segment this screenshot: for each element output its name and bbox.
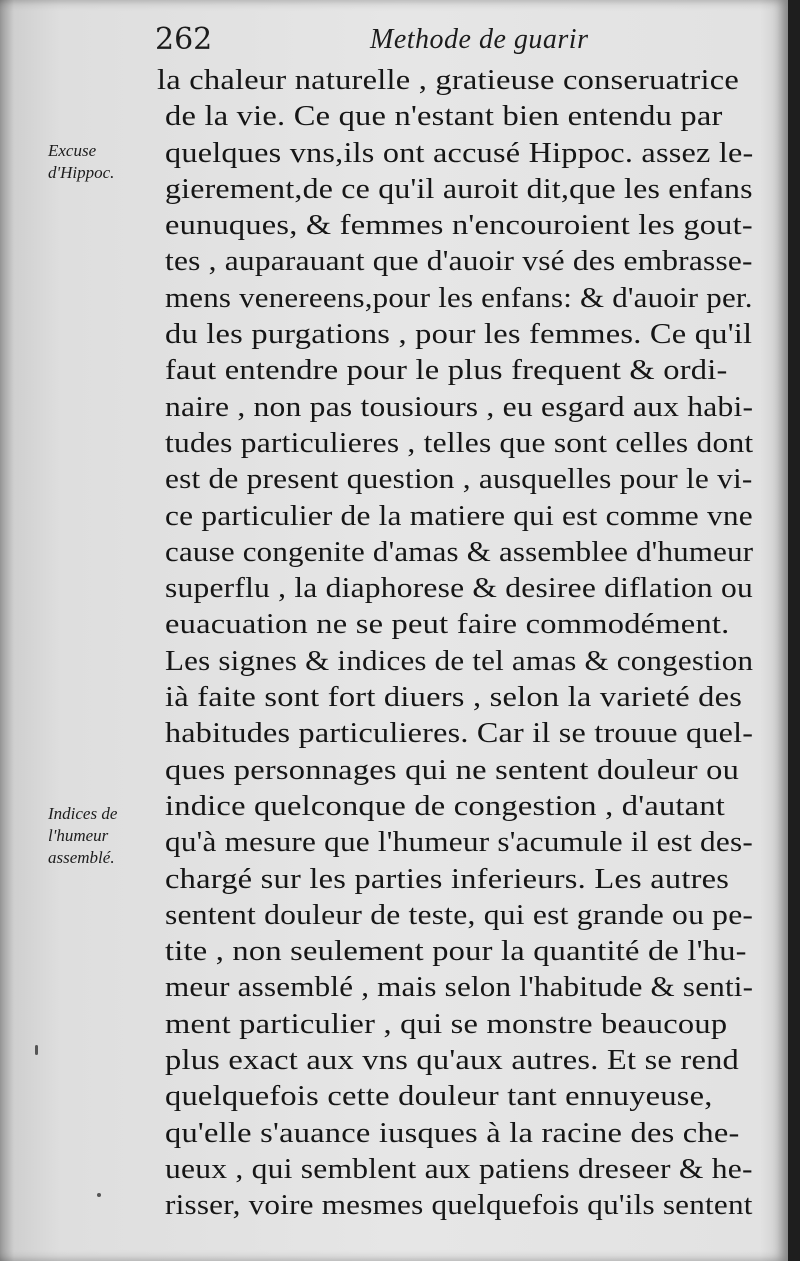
text-line: meur assemblé , mais selon l'habitude & senti-: [165, 971, 754, 1004]
text-line: gierement,de ce qu'il auroit dit,que les enfans: [165, 172, 753, 205]
text-line: ques personnages qui ne sentent douleur ou: [165, 753, 740, 786]
text-line: habitudes particulieres. Car il se trouue quel-: [165, 717, 754, 750]
margin-note-indices: Indices de l'humeur assemblé.: [48, 804, 118, 867]
text-line: risser, voire mesmes quelquefois qu'ils sentent: [165, 1189, 753, 1222]
text-line: chargé sur les parties inferieurs. Les autres: [165, 862, 730, 895]
text-line: plus exact aux vns qu'aux autres. Et se rend: [165, 1044, 740, 1077]
running-title: Methode de guarir: [370, 24, 589, 55]
text-line: cause congenite d'amas & assemblee d'humeur: [165, 535, 754, 568]
text-line: Les signes & indices de tel amas & congestion: [165, 644, 754, 677]
text-line: qu'elle s'auance iusques à la racine des che-: [165, 1116, 740, 1149]
text-line: indice quelconque de congestion , d'autant: [165, 789, 726, 822]
text-line: euacuation ne se peut faire commodément.: [165, 608, 730, 641]
page-number: 262: [155, 22, 213, 57]
text-line: ce particulier de la matiere qui est comme vne: [165, 499, 753, 532]
text-line: ment particulier , qui se monstre beaucoup: [165, 1007, 728, 1040]
text-line: sentent douleur de teste, qui est grande ou pe-: [165, 898, 754, 931]
text-line: quelques vns,ils ont accusé Hippoc. assez le-: [165, 136, 754, 169]
text-line: est de present question , ausquelles pour le vi-: [165, 463, 753, 496]
ink-speck: [35, 1045, 38, 1055]
text-line: mens venereens,pour les enfans: & d'auoir per.: [165, 281, 753, 314]
margin-note-excuse: Excuse d'Hippoc.: [48, 141, 115, 182]
page-header: [155, 22, 755, 62]
text-line: du les purgations , pour les femmes. Ce qu'il: [165, 318, 753, 351]
text-line: ià faite sont fort diuers , selon la varieté des: [165, 681, 743, 714]
text-line: qu'à mesure que l'humeur s'acumule il est des-: [165, 826, 753, 859]
text-line: superflu , la diaphorese & desiree diflation ou: [165, 572, 753, 605]
text-line: faut entendre pour le plus frequent & ordi-: [165, 354, 728, 387]
book-binding-edge: [788, 0, 800, 1261]
text-line: quelquefois cette douleur tant ennuyeuse,: [165, 1080, 713, 1113]
ink-speck: [97, 1193, 101, 1197]
text-line: ueux , qui semblent aux patiens dreseer & he-: [165, 1152, 753, 1185]
text-line: tes , auparauant que d'auoir vsé des embrasse-: [165, 245, 753, 278]
text-line: eunuques, & femmes n'encouroient les gout-: [165, 209, 753, 242]
text-line: la chaleur naturelle , gratieuse conseruatrice: [157, 64, 740, 96]
body-text: [157, 62, 760, 1224]
text-line: tite , non seulement pour la quantité de l'hu-: [165, 935, 747, 968]
text-line: de la vie. Ce que n'estant bien entendu par: [165, 100, 723, 133]
text-line: tudes particulieres , telles que sont celles dont: [165, 426, 754, 459]
text-line: naire , non pas tousiours , eu esgard aux habi-: [165, 390, 754, 423]
